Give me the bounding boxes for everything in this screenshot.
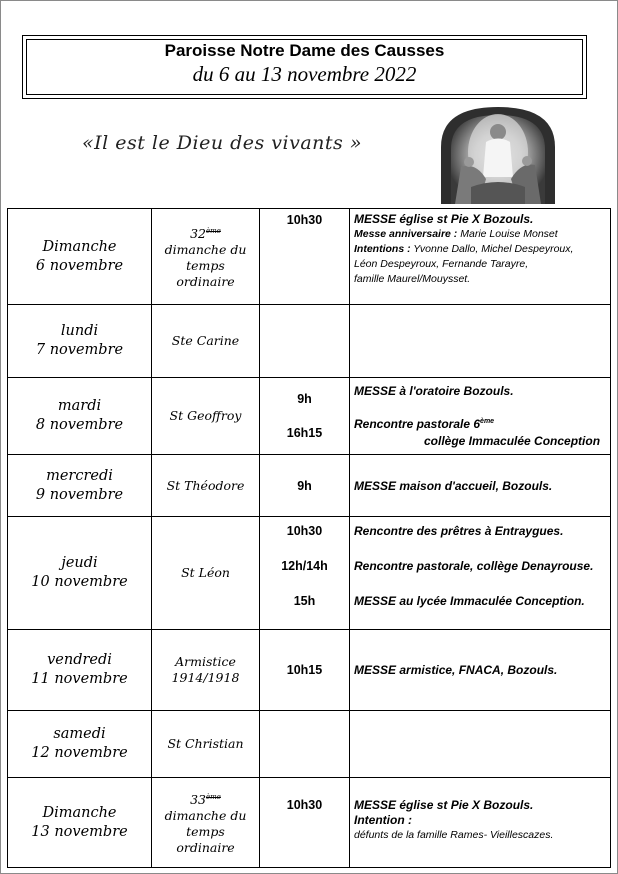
- liturgical-name: dimanche du temps ordinaire: [164, 808, 247, 856]
- description-line: MESSE armistice, FNACA, Bozouls.: [354, 663, 558, 677]
- description-line: MESSE à l'oratoire Bozouls.: [354, 383, 514, 398]
- time-value: 15h: [293, 594, 316, 608]
- table-row: [8, 778, 611, 868]
- description-cell: [350, 455, 611, 517]
- saint-cell: [152, 209, 260, 305]
- sunday-number: 32: [190, 226, 206, 242]
- description-cell: [350, 209, 611, 305]
- page-subtitle: du 6 au 13 novembre 2022: [192, 62, 417, 86]
- saint-cell: St Théodore: [152, 455, 260, 517]
- day-date: 13 novembre: [31, 823, 128, 840]
- liturgical-name: dimanche du temps ordinaire: [164, 242, 247, 290]
- day-date: 12 novembre: [31, 745, 128, 761]
- description-cell: [350, 711, 611, 778]
- description-label: Messe anniversaire :: [354, 228, 458, 240]
- day-cell: [8, 209, 152, 305]
- saint-cell: St Christian: [152, 711, 260, 778]
- day-cell: [8, 778, 152, 868]
- day-date: 6 novembre: [35, 257, 124, 274]
- saint-cell: St Léon: [152, 517, 260, 630]
- description-value: Yvonne Dallo, Michel Despeyroux,: [410, 243, 574, 255]
- day-name: Dimanche: [42, 804, 117, 821]
- table-row: [8, 517, 611, 630]
- description-line: Léon Despeyroux, Fernande Tarayre,: [354, 258, 529, 270]
- day-cell: [8, 455, 152, 517]
- time-value: 16h15: [286, 426, 323, 440]
- time-cell: [260, 517, 350, 630]
- day-name: samedi: [53, 726, 106, 742]
- day-cell: [8, 630, 152, 711]
- saint-cell: Ste Carine: [152, 305, 260, 378]
- day-name: Dimanche: [42, 238, 117, 255]
- description-line: MESSE au lycée Immaculée Conception.: [354, 594, 585, 608]
- description-line: MESSE église st Pie X Bozouls.: [354, 212, 534, 226]
- table-row: [8, 378, 611, 455]
- time-cell: [260, 378, 350, 455]
- time-cell: [260, 305, 350, 378]
- day-name: jeudi: [61, 555, 98, 571]
- description-cell: [350, 378, 611, 455]
- gospel-quote: «Il est le Dieu des vivants »: [82, 132, 362, 154]
- time-value: 12h/14h: [281, 559, 328, 573]
- ordinal-suffix: ème: [480, 417, 495, 425]
- time-cell: [260, 209, 350, 305]
- day-date: 11 novembre: [31, 671, 128, 687]
- description-line: MESSE église st Pie X Bozouls.: [354, 798, 534, 812]
- saint-cell: Armistice 1914/1918: [152, 630, 260, 711]
- description-cell: [350, 630, 611, 711]
- day-name: mardi: [57, 398, 102, 414]
- description-label: Intention :: [354, 813, 412, 827]
- page-title: Paroisse Notre Dame des Causses: [164, 41, 445, 60]
- day-date: 7 novembre: [35, 342, 124, 358]
- description-cell: [350, 517, 611, 630]
- time-value: 9h: [297, 478, 312, 493]
- day-cell: [8, 711, 152, 778]
- day-cell: [8, 378, 152, 455]
- time-cell: [260, 711, 350, 778]
- table-row: [8, 711, 611, 778]
- ordinal-suffix: ème: [205, 226, 221, 235]
- description-value: Marie Louise Monset: [457, 228, 558, 240]
- description-line: MESSE maison d'accueil, Bozouls.: [354, 478, 553, 493]
- saint-cell: St Geoffroy: [152, 378, 260, 455]
- schedule-table: [7, 208, 611, 868]
- table-row: [8, 630, 611, 711]
- description-cell: [350, 305, 611, 378]
- description-line: famille Maurel/Mouysset.: [354, 273, 471, 285]
- header-box: [22, 35, 587, 99]
- table-row: [8, 209, 611, 305]
- time-value: 9h: [297, 392, 312, 406]
- description-line: Rencontre des prêtres à Entraygues.: [354, 524, 564, 538]
- description-line: collège Immaculée Conception: [424, 433, 601, 448]
- day-date: 8 novembre: [35, 417, 124, 433]
- description-line: Rencontre pastorale 6: [354, 416, 481, 431]
- time-value: 10h15: [286, 663, 323, 677]
- table-row: [8, 305, 611, 378]
- time-value: 10h30: [286, 798, 323, 812]
- sunday-number: 33: [190, 792, 206, 808]
- time-cell: [260, 778, 350, 868]
- day-name: mercredi: [46, 467, 113, 484]
- time-cell: [260, 455, 350, 517]
- saint-cell: [152, 778, 260, 868]
- time-value: 10h30: [286, 524, 323, 538]
- day-name: lundi: [60, 323, 99, 339]
- day-date: 10 novembre: [31, 574, 128, 590]
- description-line: Rencontre pastorale, collège Denayrouse.: [354, 559, 594, 573]
- description-cell: [350, 778, 611, 868]
- day-name: vendredi: [47, 652, 112, 668]
- day-cell: [8, 305, 152, 378]
- day-date: 9 novembre: [35, 486, 124, 503]
- ordinal-suffix: ème: [205, 792, 221, 801]
- resurrection-painting-icon: [441, 107, 555, 204]
- day-cell: [8, 517, 152, 630]
- description-line: défunts de la famille Rames- Vieillescazes.: [354, 829, 554, 841]
- time-value: 10h30: [286, 213, 323, 227]
- description-label: Intentions :: [354, 243, 411, 255]
- time-cell: [260, 630, 350, 711]
- table-row: [8, 455, 611, 517]
